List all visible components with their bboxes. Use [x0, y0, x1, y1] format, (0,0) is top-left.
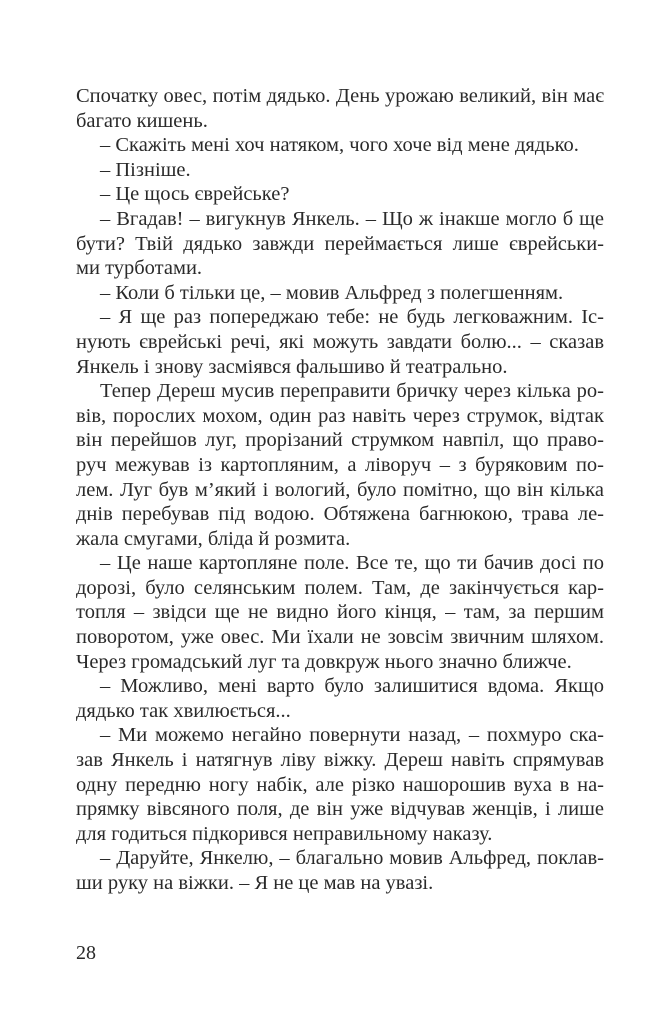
- text-line: – Вгадав! – вигукнув Янкель. – Що ж інакше могло б ще: [100, 207, 604, 230]
- text-line: поворотом, уже овес. Ми їхали не зовсім звичним шляхом.: [76, 626, 604, 649]
- text-line: руч межував із картопляним, а ліворуч – з буряковим по-: [76, 453, 604, 476]
- text-line: – Пізніше.: [100, 158, 191, 181]
- text-line: – Я ще раз попереджаю тебе: не будь легковажним. Іс-: [100, 306, 604, 329]
- text-line: ши руку на віжки. – Я не це мав на увазі.: [76, 872, 434, 894]
- text-line: – Це щось єврейське?: [100, 183, 290, 206]
- text-line: – Можливо, мені варто було залишитися вдома. Якщо: [100, 675, 604, 698]
- text-line: днів перебував під водою. Обтяжена багнюкою, трава ле-: [76, 503, 604, 526]
- text-line: нують єврейські речі, які можуть завдати болю... – сказав: [76, 330, 604, 353]
- text-line: зав Янкель і натягнув ліву віжку. Дереш навіть спрямував: [76, 749, 604, 772]
- text-line: дорозі, було селянським полем. Там, де закінчується кар-: [76, 576, 604, 599]
- body-text: [76, 84, 604, 896]
- text-line: він перейшов луг, прорізаний струмком навпіл, що право-: [76, 429, 604, 452]
- text-line: топля – звідси ще не видно його кінця, – там, за першим: [76, 601, 604, 624]
- text-line: – Ми можемо негайно повернути назад, – похмуро ска-: [100, 724, 604, 747]
- text-line: Тепер Дереш мусив переправити бричку через кілька ро-: [100, 380, 604, 403]
- text-line: – Коли б тільки це, – мовив Альфред з полегшенням.: [100, 281, 564, 304]
- text-line: – Це наше картопляне поле. Все те, що ти бачив досі по: [100, 552, 604, 575]
- text-line: Янкель і знову засміявся фальшиво й театрально.: [76, 355, 508, 378]
- text-line: жала смугами, бліда й розмита.: [76, 527, 351, 550]
- text-line: лем. Луг був м’який і вологий, було помітно, що він кілька: [76, 478, 604, 501]
- text-line: ми турботами.: [76, 257, 203, 280]
- text-line: багато кишень.: [76, 109, 208, 132]
- text-line: дядько так хвилюється...: [76, 699, 291, 722]
- text-line: для годиться підкорився неправильному наказу.: [76, 822, 493, 845]
- text-line: прямку вівсяного поля, де він уже відчував женців, і лише: [76, 798, 604, 821]
- text-line: одну передню ногу набік, але різко нашорошив вуха в на-: [76, 773, 604, 796]
- text-line: вів, порослих мохом, один раз навіть через струмок, відтак: [76, 404, 604, 427]
- text-line: бути? Твій дядько завжди переймається лише єврейськи-: [76, 232, 604, 255]
- text-line: – Скажіть мені хоч натяком, чого хоче від мене дядько.: [100, 134, 579, 157]
- page-number: 28: [76, 942, 96, 964]
- text-line: – Даруйте, Янкелю, – благально мовив Альфред, поклав-: [100, 847, 604, 870]
- text-line: Через громадський луг та довкруж нього значно ближче.: [76, 650, 572, 673]
- text-line: Спочатку овес, потім дядько. День урожаю великий, він має: [76, 85, 604, 107]
